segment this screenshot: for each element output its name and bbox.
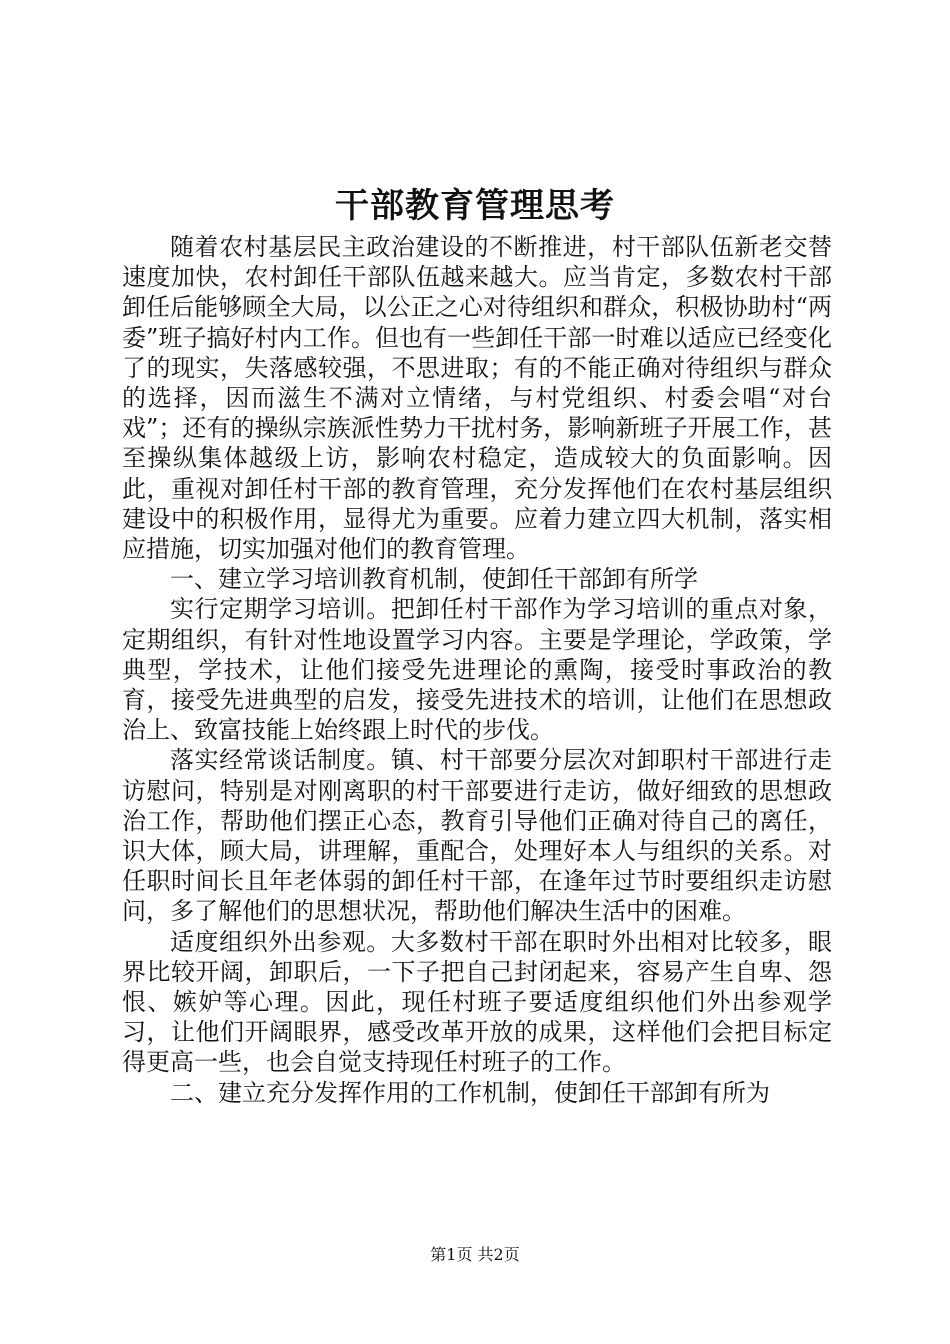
paragraph-talks: 落实经常谈话制度。镇、村干部要分层次对卸职村干部进行走访慰问，特别是对刚离职的村干部要进行走访，做好细致的思想政治工作，帮助他们摆正心态，教育引导他们正确对待自己的离任，识大体，顾大局，讲理解，重配合，处理好本人与组织的关系。对任职时间长且年老体弱的卸任村干部，在逢年过节时要组织走访慰问，多了解他们的思想状况，帮助他们解决生活中的困难。 (122, 746, 832, 926)
page-indicator: 第1页 共2页 (430, 1245, 520, 1264)
paragraph-training: 实行定期学习培训。把卸任村干部作为学习培训的重点对象，定期组织，有针对性地设置学习内容。主要是学理论，学政策，学典型，学技术，让他们接受先进理论的熏陶，接受时事政治的教育，接受先进典型的启发，接受先进技术的培训，让他们在思想政治上、致富技能上始终跟上时代的步伐。 (122, 595, 832, 745)
paragraph-intro: 随着农村基层民主政治建设的不断推进，村干部队伍新老交替速度加快，农村卸任干部队伍越来越大。应当肯定，多数农村干部卸任后能够顾全大局，以公正之心对待组织和群众，积极协助村“两委”班子搞好村内工作。但也有一些卸任干部一时难以适应已经变化了的现实，失落感较强，不思进取；有的不能正确对待组织与群众的选择，因而滋生不满对立情绪，与村党组织、村委会唱“对台戏”；还有的操纵宗族派性势力干扰村务，影响新班子开展工作，甚至操纵集体越级上访，影响农村稳定，造成较大的负面影响。因此，重视对卸任村干部的教育管理，充分发挥他们在农村基层组织建设中的积极作用，显得尤为重要。应着力建立四大机制，落实相应措施，切实加强对他们的教育管理。 (122, 233, 832, 564)
section-heading-1: 一、建立学习培训教育机制，使卸任干部卸有所学 (170, 565, 698, 594)
document-title: 干部教育管理思考 (335, 186, 615, 226)
paragraph-visits: 适度组织外出参观。大多数村干部在职时外出相对比较多，眼界比较开阔，卸职后，一下子把自己封闭起来，容易产生自卑、怨恨、嫉妒等心理。因此，现任村班子要适度组织他们外出参观学习，让他们开阔眼界，感受改革开放的成果，这样他们会把目标定得更高一些，也会自觉支持现任村班子的工作。 (122, 927, 832, 1077)
document-body (122, 232, 832, 1108)
section-heading-2: 二、建立充分发挥作用的工作机制，使卸任干部卸有所为 (170, 1078, 770, 1107)
